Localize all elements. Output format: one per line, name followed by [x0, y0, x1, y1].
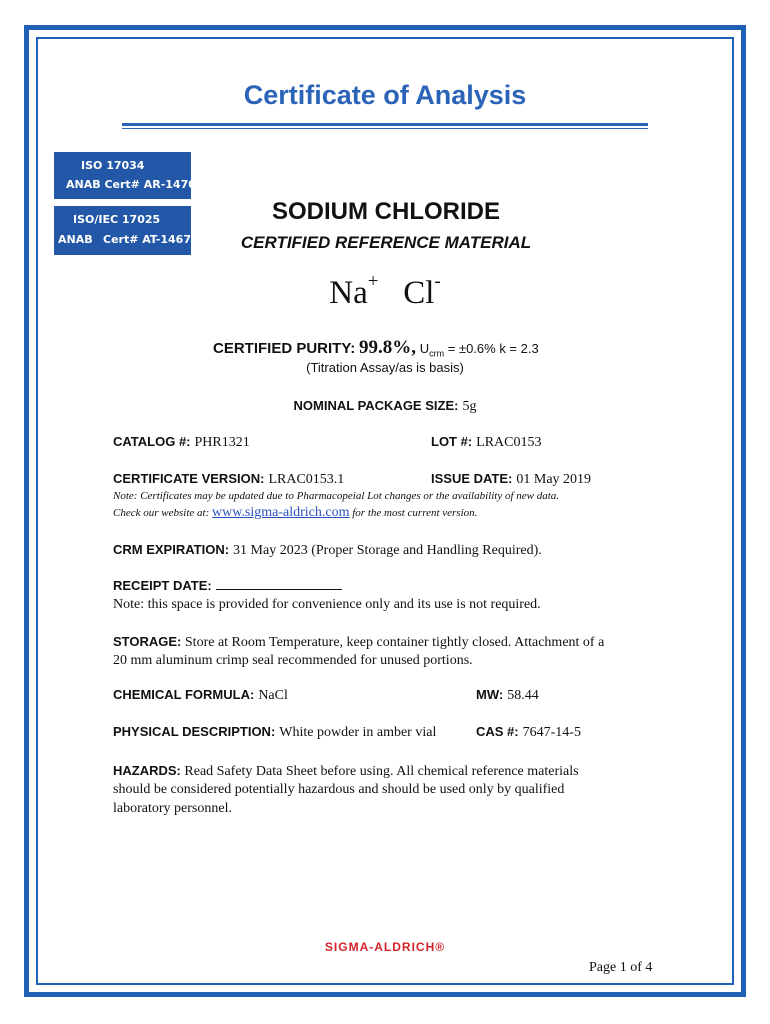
formula-cl: Cl	[403, 275, 435, 311]
formula-na: Na	[329, 275, 368, 311]
nominal-package-size: NOMINAL PACKAGE SIZE: 5g	[293, 398, 477, 414]
molecular-weight: MW: 58.44	[476, 687, 539, 703]
storage-line2: 20 mm aluminum crimp seal recommended for unused portions.	[113, 653, 473, 668]
document-title: Certificate of Analysis	[243, 80, 527, 110]
cas-number: CAS #: 7647-14-5	[476, 724, 581, 740]
purity-label: CERTIFIED PURITY:	[213, 340, 356, 357]
storage-line1: STORAGE: Store at Room Temperature, keep container tightly closed. Attachment of a	[113, 634, 605, 650]
iso-17025-badge	[54, 206, 191, 255]
iso-17034-label: ISO 17034	[81, 159, 145, 172]
iso-17025-label: ISO/IEC 17025	[73, 213, 161, 226]
lot-number: LOT #: LRAC0153	[431, 434, 542, 450]
formula-cl-charge: -	[434, 271, 441, 292]
certified-purity	[213, 337, 539, 359]
product-name: SODIUM CHLORIDE	[272, 198, 500, 225]
ionic-formula	[0, 271, 770, 312]
title-underline	[122, 123, 648, 126]
hazards-line1: HAZARDS: Read Safety Data Sheet before using. All chemical reference materials	[113, 763, 579, 779]
iso-17034-cert: ANAB Cert# AR-1470	[66, 178, 196, 191]
purity-basis: (Titration Assay/as is basis)	[306, 360, 464, 375]
page-number: Page 1 of 4	[589, 960, 653, 975]
sigma-aldrich-logo: SIGMA-ALDRICH®	[324, 940, 446, 954]
hazards-line3: laboratory personnel.	[113, 801, 232, 816]
receipt-note: Note: this space is provided for convenience only and its use is not required.	[113, 597, 541, 612]
hazards-line2: should be considered potentially hazardous and should be used only by qualified	[113, 782, 565, 797]
title-underline-thin	[122, 128, 648, 129]
update-note: Note: Certificates may be updated due to Pharmacopeial Lot changes or the availability of new data.	[113, 490, 560, 502]
certificate-version: CERTIFICATE VERSION: LRAC0153.1	[113, 471, 345, 487]
formula-na-charge: +	[367, 271, 379, 292]
catalog-number: CATALOG #: PHR1321	[113, 434, 250, 450]
purity-value: 99.8%,	[358, 337, 416, 358]
crm-expiration: CRM EXPIRATION: 31 May 2023 (Proper Storage and Handling Required).	[113, 542, 542, 558]
iso-17025-anab: ANAB	[58, 233, 93, 246]
purity-uncertainty: $U_{crm} = \pm 0.6\%$ k = 2.3	[419, 341, 539, 359]
sigma-aldrich-link[interactable]: www.sigma-aldrich.com	[211, 505, 350, 520]
iso-17025-cert: Cert# AT-1467	[103, 233, 191, 246]
receipt-date: RECEIPT DATE:	[113, 577, 342, 595]
physical-description: PHYSICAL DESCRIPTION: White powder in amber vial	[113, 724, 437, 740]
issue-date: ISSUE DATE: 01 May 2019	[431, 471, 592, 487]
chemical-formula: CHEMICAL FORMULA: NaCl	[113, 687, 288, 703]
website-note: Check our website at: www.sigma-aldrich.com for the most current version.	[113, 505, 478, 520]
receipt-date-blank	[216, 577, 342, 590]
iso-17034-badge	[54, 152, 196, 199]
product-subtitle: CERTIFIED REFERENCE MATERIAL	[240, 233, 532, 252]
